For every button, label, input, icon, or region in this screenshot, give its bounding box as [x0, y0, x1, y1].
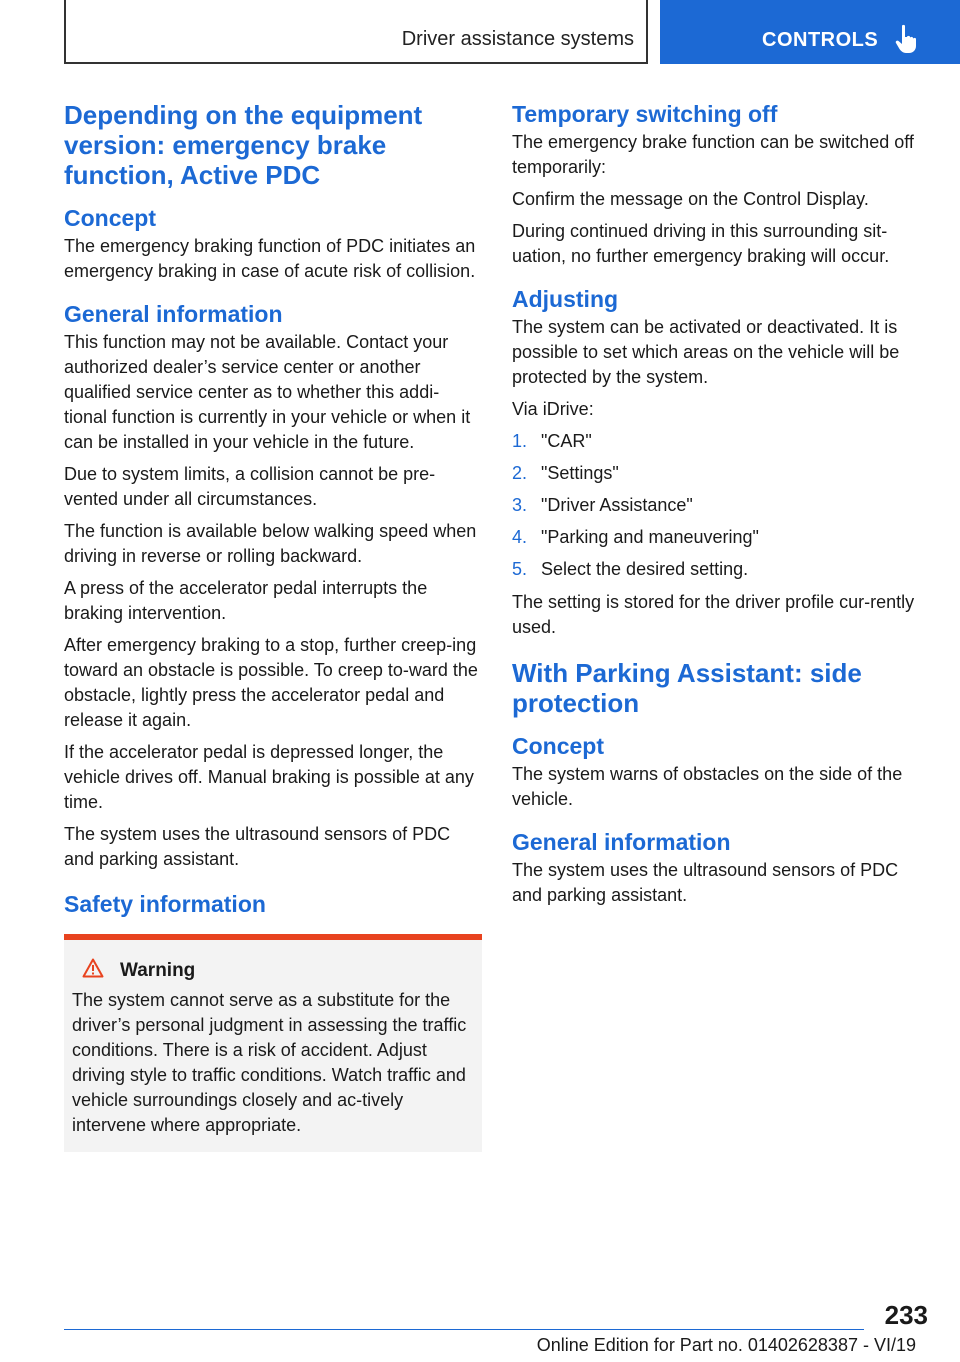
- general-paragraph: This function may not be available. Contact your authorized dealer’s service center or another qualified service center as to whether this addi-tional function is currently in your vehicle or when it can be installed in your vehicle in the future.: [64, 332, 471, 452]
- concept-heading: Concept: [64, 205, 156, 231]
- side-general-info-heading: General information: [512, 829, 731, 855]
- step-text: "Parking and maneuvering": [541, 527, 759, 547]
- step-text: Select the desired setting.: [541, 559, 749, 579]
- via-idrive-text: Via iDrive:: [512, 399, 594, 419]
- adjusting-text: The system can be activated or deactivated. It is possible to set which areas on the vehicle will be protected by the system.: [512, 317, 900, 387]
- step-text: "Settings": [541, 463, 619, 483]
- header-section-title: Driver assistance systems: [401, 28, 634, 50]
- warning-triangle-icon: [72, 958, 120, 984]
- side-general-text: The system uses the ultrasound sensors of PDC and parking assistant.: [512, 860, 899, 905]
- list-item: [512, 557, 930, 582]
- step-text: "CAR": [541, 431, 592, 451]
- list-item: [512, 493, 930, 518]
- footer-divider: [64, 1329, 864, 1330]
- temp-paragraph: The emergency brake function can be switched off temporarily:: [512, 132, 914, 177]
- adjusting-heading: Adjusting: [512, 286, 619, 312]
- stored-text: The setting is stored for the driver profile cur-rently used.: [512, 592, 915, 637]
- section-title: Depending on the equipment version: emergency brake function, Active PDC: [64, 100, 423, 190]
- concept-text: The emergency braking function of PDC initiates an emergency braking in case of acute risk of collision.: [64, 236, 476, 281]
- side-concept-text: The system warns of obstacles on the side of the vehicle.: [512, 764, 903, 809]
- safety-info-heading: Safety information: [64, 891, 266, 917]
- header-chapter-label: CONTROLS: [762, 29, 879, 51]
- step-number: 5.: [512, 559, 528, 579]
- general-paragraph: The system uses the ultrasound sensors of PDC and parking assistant.: [64, 824, 451, 869]
- right-column: [512, 100, 930, 915]
- step-number: 3.: [512, 495, 528, 515]
- side-concept-heading: Concept: [512, 733, 604, 759]
- temporary-switching-off-heading: Temporary switching off: [512, 101, 778, 127]
- temp-paragraph: Confirm the message on the Control Display.: [512, 189, 869, 209]
- idrive-steps-list: [512, 429, 930, 582]
- left-column: [64, 100, 482, 1152]
- step-number: 4.: [512, 527, 528, 547]
- general-paragraph: Due to system limits, a collision cannot be pre-vented under all circumstances.: [64, 464, 436, 509]
- header-chapter-tab[interactable]: [660, 0, 960, 64]
- general-paragraph: If the accelerator pedal is depressed longer, the vehicle drives off. Manual braking is possible at any time.: [64, 742, 474, 812]
- list-item: [512, 525, 930, 550]
- header-section-box: [64, 0, 648, 64]
- general-paragraph: The function is available below walking speed when driving in reverse or rolling backward.: [64, 521, 477, 566]
- step-number: 1.: [512, 431, 528, 451]
- footer-edition: Online Edition for Part no. 01402628387 - VI/19: [536, 1335, 916, 1355]
- warning-box: [64, 934, 482, 1152]
- warning-title: Warning: [120, 960, 196, 981]
- warning-text: The system cannot serve as a substitute for the driver’s personal judgment in assessing the traffic conditions. There is a risk of accident. Adjust driving style to traffic conditions. Watch traffic and vehicle surroundings closely and ac-tively intervene where appropriate.: [72, 990, 467, 1135]
- pointing-hand-icon: [894, 24, 920, 59]
- general-info-heading: General information: [64, 301, 283, 327]
- temp-paragraph: During continued driving in this surrounding sit-uation, no further emergency braking will occur.: [512, 221, 890, 266]
- step-text: "Driver Assistance": [541, 495, 693, 515]
- list-item: [512, 461, 930, 486]
- general-paragraph: After emergency braking to a stop, further creep-ing toward an obstacle is possible. To creep to-ward the obstacle, lightly press the accelerator pedal and release it again.: [64, 635, 478, 730]
- warning-header: [72, 958, 474, 984]
- step-number: 2.: [512, 463, 528, 483]
- side-protection-title: With Parking Assistant: side protection: [512, 658, 862, 718]
- general-paragraph: A press of the accelerator pedal interrupts the braking intervention.: [64, 578, 428, 623]
- page-number: 233: [884, 1300, 928, 1330]
- list-item: [512, 429, 930, 454]
